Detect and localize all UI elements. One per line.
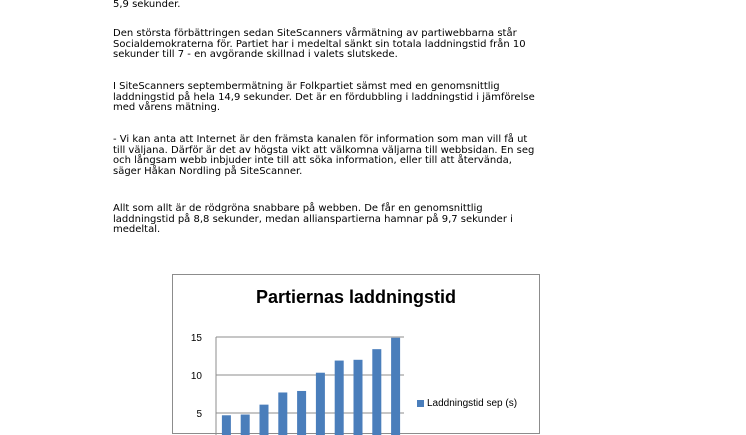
bar-6 (316, 373, 325, 435)
bar-3 (260, 405, 269, 435)
bar-4 (278, 392, 287, 435)
paragraph-quote: - Vi kan anta att Internet är den främsta kanalen för information som man vill få ut till väljana. Därför är det av högsta vikt att välkomna väljarna till webbsidan. En seg och långsam webb inbjuder inte till att söka information, eller till att återvända, säger Håkan Nordling på SiteScanner. (113, 134, 535, 177)
paragraph-intro-tail: 5,9 sekunder. (113, 0, 181, 10)
bar-10 (391, 338, 400, 435)
chart-container (172, 274, 540, 434)
legend-swatch (417, 400, 424, 407)
paragraph-socialdemokraterna: Den största förbättringen sedan SiteScanners vårmätning av partiwebbarna står Socialdemokraterna för. Partiet har i medeltal sänkt sin totala laddningstid från 10 sekunder till 7 - en avgörande skillnad i valets slutskede. (113, 28, 526, 60)
legend-label: Laddningstid sep (s) (427, 398, 518, 409)
bar-7 (335, 361, 344, 435)
bar-2 (241, 415, 250, 435)
paragraph-rodgrona: Allt som allt är de rödgröna snabbare på webben. De får en genomsnittlig laddningstid på 8,8 sekunder, medan allianspartierna hamnar på 9,7 sekunder i medeltal. (113, 203, 513, 235)
chart-title: Partiernas laddningstid (255, 287, 457, 307)
bar-chart (173, 275, 541, 435)
bar-5 (297, 391, 306, 435)
y-tick-label: 5 (196, 409, 202, 420)
chart-legend (417, 398, 517, 409)
y-tick-label: 10 (190, 371, 202, 382)
bar-8 (354, 360, 363, 435)
bar-1 (222, 415, 231, 435)
paragraph-folkpartiet: I SiteScanners septembermätning är Folkpartiet sämst med en genomsnittlig laddningstid på hela 14,9 sekunder. Det är en fördubbling i laddningstid i jämförelse med vårens mätning. (113, 81, 535, 113)
bar-9 (372, 349, 381, 435)
y-tick-label: 15 (190, 333, 202, 344)
